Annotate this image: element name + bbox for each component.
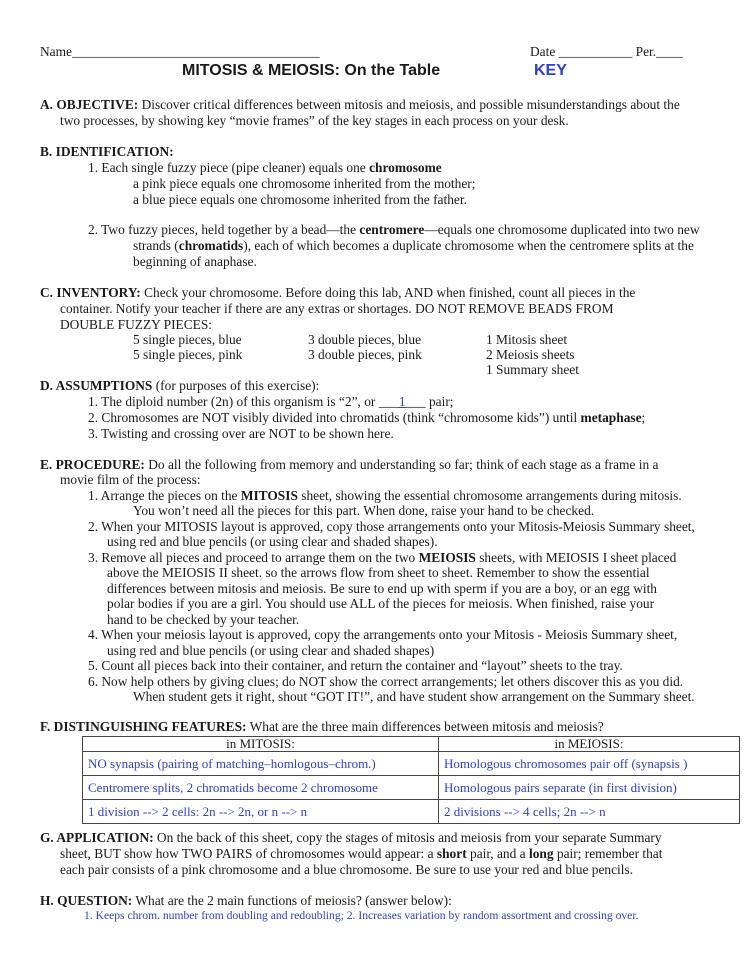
meiosis-term: MEIOSIS xyxy=(418,550,476,565)
name-field[interactable]: Name_____________________________________ xyxy=(40,44,320,59)
meiosis-cell: Homologous pairs separate (in first division) xyxy=(438,776,739,800)
inventory-line-1 xyxy=(40,285,635,301)
question-line xyxy=(40,893,452,909)
identification-item-2 xyxy=(88,222,700,238)
procedure-step-6: 6. Now help others by giving clues; do NOT show the correct arrangements; let others discover this as you did. xyxy=(88,674,684,689)
inventory-text-2: container. Notify your teacher if there are any extras or shortages. DO NOT REMOVE BEADS FROM xyxy=(60,301,614,316)
table-row xyxy=(83,800,740,824)
application-line-1 xyxy=(40,830,662,846)
mitosis-term: MITOSIS xyxy=(240,488,298,503)
mitosis-cell: NO synapsis (pairing of matching–homlogous–chrom.) xyxy=(83,752,439,776)
assumption-2-pre: 2. Chromosomes are NOT visibly divided into chromatids (think “chromosome kids”) until xyxy=(88,410,581,425)
objective-heading: A. OBJECTIVE: xyxy=(40,97,139,112)
procedure-step-3-line-5: hand to be checked by your teacher. xyxy=(107,612,300,627)
question-answer: 1. Keeps chrom. number from doubling and redoubling; 2. Increases variation by random assortment and crossing over. xyxy=(84,909,639,922)
assumption-3: 3. Twisting and crossing over are NOT to be shown here. xyxy=(88,426,394,441)
assumption-2 xyxy=(88,410,645,426)
blue-piece-note: a blue piece equals one chromosome inherited from the father. xyxy=(133,192,467,207)
identification-item-2-line-3: beginning of anaphase. xyxy=(133,254,257,269)
procedure-step-3 xyxy=(88,550,676,566)
inventory-col3-item: 1 Summary sheet xyxy=(486,362,579,377)
procedure-step-1-line-2: You won’t need all the pieces for this part. When done, raise your hand to be checked. xyxy=(133,503,595,518)
features-heading-line xyxy=(40,719,604,735)
assumption-1 xyxy=(88,394,454,410)
procedure-step-4: 4. When your meiosis layout is approved, copy the arrangements onto your Mitosis - Meiosis Summary sheet, xyxy=(88,627,678,642)
inventory-text-1: Check your chromosome. Before doing this lab, AND when finished, count all pieces in the xyxy=(140,285,636,300)
procedure-step-6-line-2: When student gets it right, shout “GOT IT!”, and have student show arrangement on the Summary sheet. xyxy=(133,689,695,704)
identification-item-1 xyxy=(88,160,442,176)
application-line-3: each pair consists of a pink chromosome and a blue chromosome. Be sure to use your red and blue pencils. xyxy=(60,862,634,877)
question-heading: H. QUESTION: xyxy=(40,893,133,908)
long-term: long xyxy=(528,846,554,861)
application-text-2-post: pair; remember that xyxy=(553,846,663,861)
features-heading: F. DISTINGUISHING FEATURES: xyxy=(40,719,247,734)
objective-line-1 xyxy=(40,97,680,113)
key-label: KEY xyxy=(534,62,567,79)
procedure-step-1-post: sheet, showing the essential chromosome arrangements during mitosis. xyxy=(297,488,682,503)
identification-item-2-pre: 2. Two fuzzy pieces, held together by a bead—the xyxy=(88,222,360,237)
procedure-heading: E. PROCEDURE: xyxy=(40,457,145,472)
procedure-intro-1 xyxy=(40,457,658,473)
features-question: What are the three main differences between mitosis and meiosis? xyxy=(246,719,604,734)
chromosome-term: chromosome xyxy=(369,160,442,175)
short-term: short xyxy=(436,846,467,861)
question-text: What are the 2 main functions of meiosis? (answer below): xyxy=(132,893,452,908)
inventory-col2-item: 3 double pieces, pink xyxy=(308,347,422,362)
inventory-text-3: DOUBLE FUZZY PIECES: xyxy=(60,317,213,332)
application-text-2-mid: pair, and a xyxy=(466,846,529,861)
blank-pre: ___ xyxy=(378,394,399,409)
application-line-2 xyxy=(60,846,662,862)
procedure-step-1-pre: 1. Arrange the pieces on the xyxy=(88,488,241,503)
identification-item-2-l2-post: ), each of which becomes a duplicate chromosome when the centromere splits at the xyxy=(243,238,694,253)
features-table xyxy=(82,736,740,824)
application-text-2-pre: sheet, BUT show how TWO PAIRS of chromosomes would appear: a xyxy=(60,846,437,861)
identification-item-2-l2-pre: strands ( xyxy=(133,238,179,253)
objective-text-1: Discover critical differences between mitosis and meiosis, and possible misunderstandings about the xyxy=(138,97,680,112)
table-row xyxy=(83,752,740,776)
date-period-field[interactable]: Date ___________ Per.____ xyxy=(530,44,683,59)
page-title: MITOSIS & MEIOSIS: On the Table xyxy=(182,62,441,79)
inventory-heading: C. INVENTORY: xyxy=(40,285,141,300)
procedure-step-1 xyxy=(88,488,682,504)
assumption-2-post: ; xyxy=(641,410,646,425)
application-text-1: On the back of this sheet, copy the stages of mitosis and meiosis from your separate Summary xyxy=(153,830,662,845)
pink-piece-note: a pink piece equals one chromosome inherited from the mother; xyxy=(133,176,476,191)
procedure-step-5: 5. Count all pieces back into their container, and return the container and “layout” sheets to the tray. xyxy=(88,658,623,673)
pair-answer: 1 xyxy=(398,394,406,409)
mitosis-column-header: in MITOSIS: xyxy=(83,737,439,752)
inventory-col1-item: 5 single pieces, pink xyxy=(133,347,243,362)
centromere-term: centromere xyxy=(359,222,425,237)
mitosis-cell: 1 division --> 2 cells: 2n --> 2n, or n --> n xyxy=(83,800,439,824)
procedure-step-4-line-2: using red and blue pencils (or using clear and shaded shapes) xyxy=(107,643,435,658)
meiosis-cell: 2 divisions --> 4 cells; 2n --> n xyxy=(438,800,739,824)
procedure-step-3-line-4: polar bodies if you are a girl. You should use ALL of the pieces for meiosis. When finished, raise your xyxy=(107,596,655,611)
chromatids-term: chromatids xyxy=(178,238,244,253)
identification-item-2-post: —equals one chromosome duplicated into two new xyxy=(424,222,700,237)
inventory-col3-item: 2 Meiosis sheets xyxy=(486,347,575,362)
procedure-step-3-line-2: above the MEIOSIS II sheet. so the arrows flow from sheet to sheet. Remember to show the essential xyxy=(107,565,650,580)
assumption-1-pre: 1. The diploid number (2n) of this organism is “2”, or xyxy=(88,394,379,409)
blank-post: ___ xyxy=(405,394,426,409)
procedure-step-3-pre: 3. Remove all pieces and proceed to arrange them on the two xyxy=(88,550,419,565)
assumptions-heading-line xyxy=(40,378,319,394)
inventory-col3-item: 1 Mitosis sheet xyxy=(486,332,568,347)
meiosis-column-header: in MEIOSIS: xyxy=(438,737,739,752)
identification-item-2-line-2 xyxy=(133,238,694,254)
identification-item-1-text: 1. Each single fuzzy piece (pipe cleaner) equals one xyxy=(88,160,370,175)
inventory-col2-item: 3 double pieces, blue xyxy=(308,332,422,347)
meiosis-cell: Homologous chromosomes pair off (synapsis ) xyxy=(438,752,739,776)
inventory-col1-item: 5 single pieces, blue xyxy=(133,332,242,347)
assumption-1-post: pair; xyxy=(425,394,454,409)
table-row xyxy=(83,776,740,800)
objective-text-2: two processes, by showing key “movie frames” of the key stages in each process on your desk. xyxy=(60,113,569,128)
procedure-step-3-line-3: differences between mitosis and meiosis. Be sure to end up with sperm if you are a boy, or an egg with xyxy=(107,581,657,596)
application-heading: G. APPLICATION: xyxy=(40,830,154,845)
identification-heading: B. IDENTIFICATION: xyxy=(40,144,174,159)
metaphase-term: metaphase xyxy=(580,410,642,425)
assumptions-heading: D. ASSUMPTIONS xyxy=(40,378,153,393)
mitosis-cell: Centromere splits, 2 chromatids become 2 chromosome xyxy=(83,776,439,800)
procedure-step-2: 2. When your MITOSIS layout is approved, copy those arrangements onto your Mitosis-Meiosis Summary sheet, xyxy=(88,519,695,534)
procedure-intro-text: Do all the following from memory and understanding so far; think of each stage as a frame in a xyxy=(144,457,659,472)
procedure-step-2-line-2: using red and blue pencils (or using clear and shaded shapes). xyxy=(107,534,438,549)
assumptions-heading-post: (for purposes of this exercise): xyxy=(152,378,320,393)
procedure-step-3-post: sheets, with MEIOSIS I sheet placed xyxy=(475,550,677,565)
procedure-intro-2: movie film of the process: xyxy=(60,472,201,487)
table-header-row xyxy=(83,737,740,752)
